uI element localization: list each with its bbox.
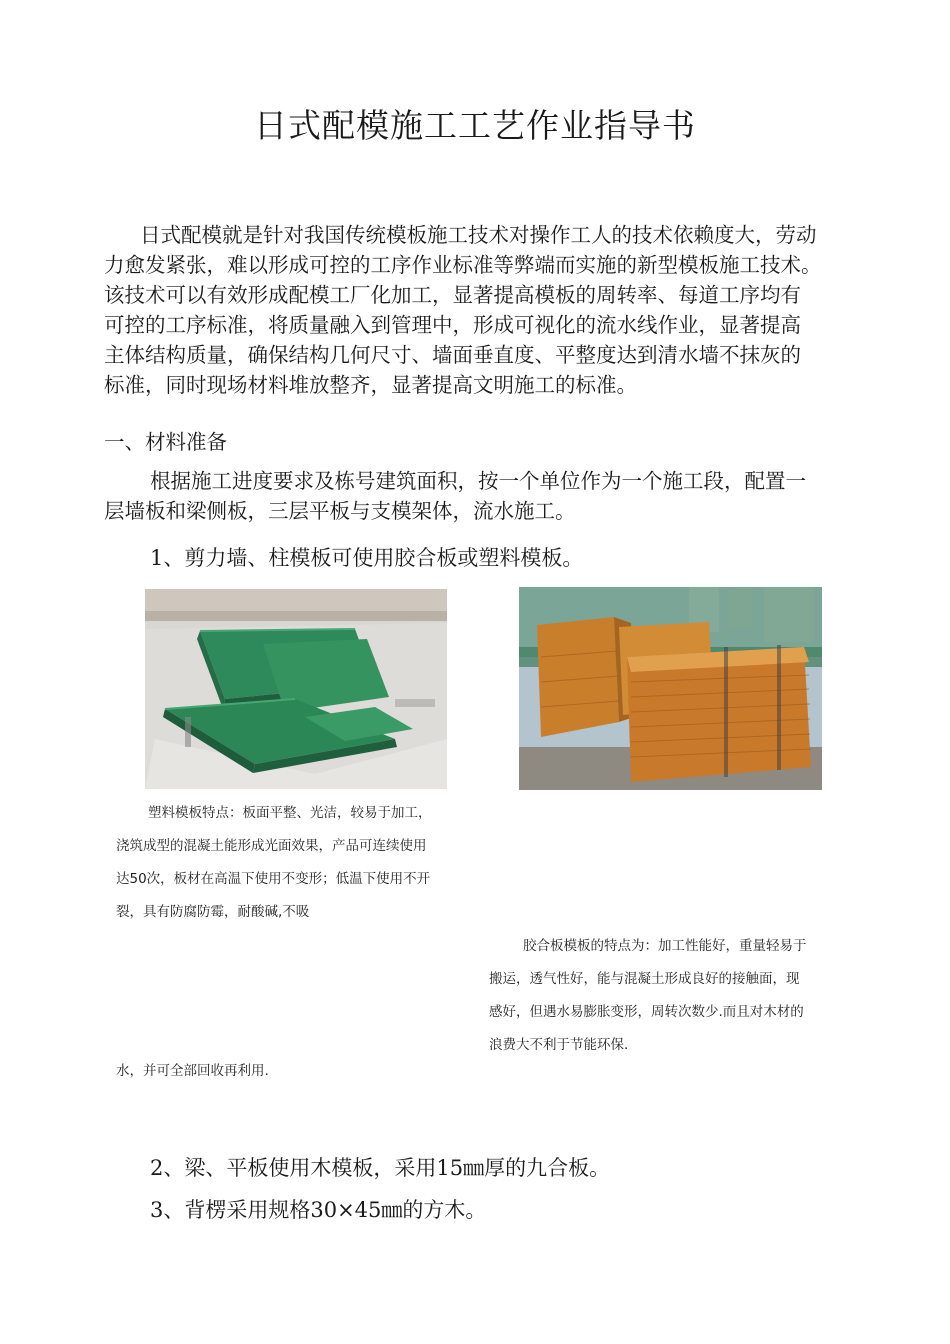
plastic-formwork-caption [116, 797, 432, 929]
intro-line: 主体结构质量，确保结构几何尺寸、墙面垂直度、平整度达到清水墙不抹灰的 [104, 343, 801, 367]
intro-line: 日式配模就是针对我国传统模板施工技术对操作工人的技术依赖度大，劳动 [140, 223, 817, 247]
caption-line: 胶合板模板的特点为：加工性能好，重量轻易于 [523, 938, 807, 954]
plywood-formwork-photo [519, 587, 822, 790]
intro-line: 该技术可以有效形成配模工厂化加工，显著提高模板的周转率、每道工序均有 [104, 283, 801, 307]
list-item: 1、剪力墙、柱模板可使用胶合板或塑料模板。 [150, 546, 584, 570]
list-item: 3、背楞采用规格30×45㎜的方木。 [150, 1198, 487, 1222]
section-line: 层墙板和梁侧板，三层平板与支模架体，流水施工。 [104, 499, 576, 523]
plastic-formwork-caption-tail: 水，并可全部回收再利用. [116, 1063, 269, 1079]
intro-line: 可控的工序标准，将质量融入到管理中，形成可视化的流水线作业，显著提高 [104, 313, 801, 337]
section-line: 根据施工进度要求及栋号建筑面积，按一个单位作为一个施工段，配置一 [150, 469, 806, 493]
intro-line: 力愈发紧张，难以形成可控的工序作业标准等弊端而实施的新型模板施工技术。 [104, 253, 822, 277]
plastic-formwork-photo [145, 589, 447, 789]
list-item: 2、梁、平板使用木模板，采用15㎜厚的九合板。 [150, 1156, 611, 1180]
caption-line: 达50次，板材在高温下使用不变形；低温下使用不开 [116, 871, 431, 887]
section-paragraph [104, 466, 889, 526]
caption-line: 浇筑成型的混凝土能形成光面效果，产品可连续使用 [116, 838, 427, 854]
caption-line: 搬运，透气性好，能与混凝土形成良好的接触面，现 [489, 971, 800, 987]
caption-line: 塑料模板特点：板面平整、光洁，较易于加工， [148, 805, 432, 821]
caption-line: 裂，具有防腐防霉，耐酸碱,不吸 [116, 904, 310, 920]
caption-line: 感好，但遇水易膨胀变形，周转次数少.而且对木材的 [489, 1004, 804, 1020]
plywood-formwork-caption [489, 930, 807, 1062]
intro-paragraph [104, 220, 889, 400]
caption-line: 浪费大不利于节能环保. [489, 1037, 629, 1053]
intro-line: 标准，同时现场材料堆放整齐，显著提高文明施工的标准。 [104, 373, 637, 397]
section-heading: 一、材料准备 [104, 430, 227, 454]
page-title: 日式配模施工工艺作业指导书 [254, 106, 696, 145]
